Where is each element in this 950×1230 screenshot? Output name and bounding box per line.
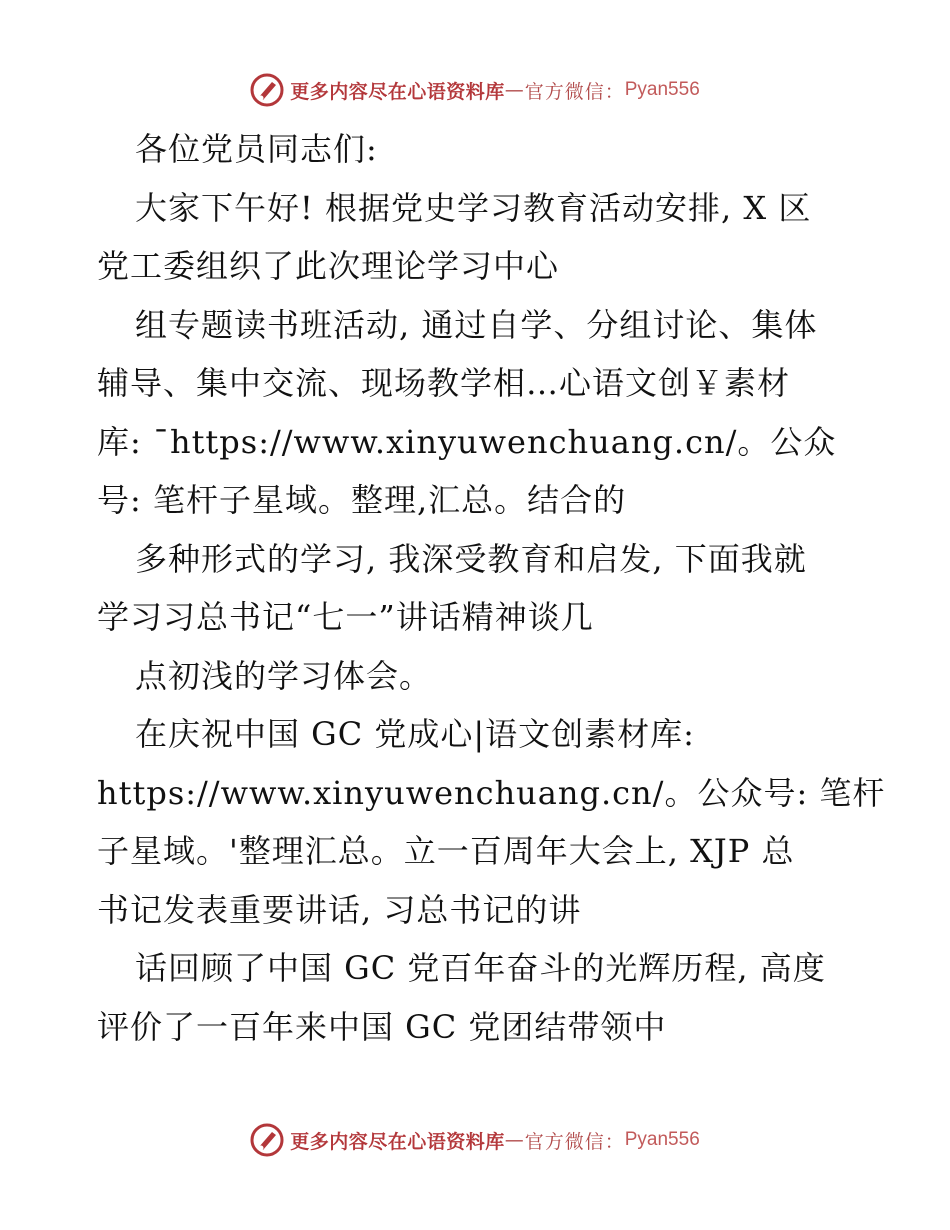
- text-line: 各位党员同志们:: [135, 130, 378, 168]
- banner-label: 官方微信：: [524, 1130, 625, 1153]
- document-body: [97, 120, 886, 1056]
- text-line: 子星域。'整理汇总。立一百周年大会上, XJP 总: [97, 832, 795, 870]
- text-line: 库: ¯https://www.xinyuwenchuang.cn/。公众: [97, 422, 837, 461]
- text-line: 组专题读书班活动, 通过自学、分组讨论、集体: [135, 305, 818, 344]
- text-line: 辅导、集中交流、现场教学相…心语文创￥素材: [97, 364, 791, 402]
- banner-handle: Pyan556: [624, 1129, 700, 1150]
- logo-icon: [250, 73, 284, 107]
- banner-main-text: 更多内容尽在心语资料库: [290, 80, 505, 103]
- text-line: 在庆祝中国 GC 党成心|语文创素材库:: [135, 715, 695, 753]
- text-line: 大家下午好! 根据党史学习教育活动安排, X 区: [135, 188, 812, 227]
- text-line: 学习习总书记“七一”讲话精神谈几: [97, 598, 594, 636]
- logo-icon: [250, 1123, 284, 1157]
- footer-banner: [0, 1120, 950, 1160]
- banner-handle: Pyan556: [624, 79, 700, 100]
- text-line: 党工委组织了此次理论学习中心: [97, 247, 560, 285]
- text-line: 点初浅的学习体会。: [135, 656, 433, 695]
- text-line: 评价了一百年来中国 GC 党团结带领中: [97, 1007, 667, 1046]
- header-banner: [0, 70, 950, 110]
- banner-dash: —: [504, 79, 525, 101]
- text-line: 话回顾了中国 GC 党百年奋斗的光辉历程, 高度: [135, 949, 826, 987]
- banner-main-text: 更多内容尽在心语资料库: [290, 1130, 505, 1153]
- text-line: 书记发表重要讲话, 习总书记的讲: [97, 890, 582, 929]
- banner-label: 官方微信：: [524, 80, 625, 103]
- text-line: 多种形式的学习, 我深受教育和启发, 下面我就: [135, 539, 807, 578]
- text-line: 号: 笔杆子星域。整理,汇总。结合的: [97, 481, 627, 519]
- banner-dash: —: [504, 1129, 525, 1151]
- text-line: https://www.xinyuwenchuang.cn/。公众号: 笔杆: [97, 773, 886, 812]
